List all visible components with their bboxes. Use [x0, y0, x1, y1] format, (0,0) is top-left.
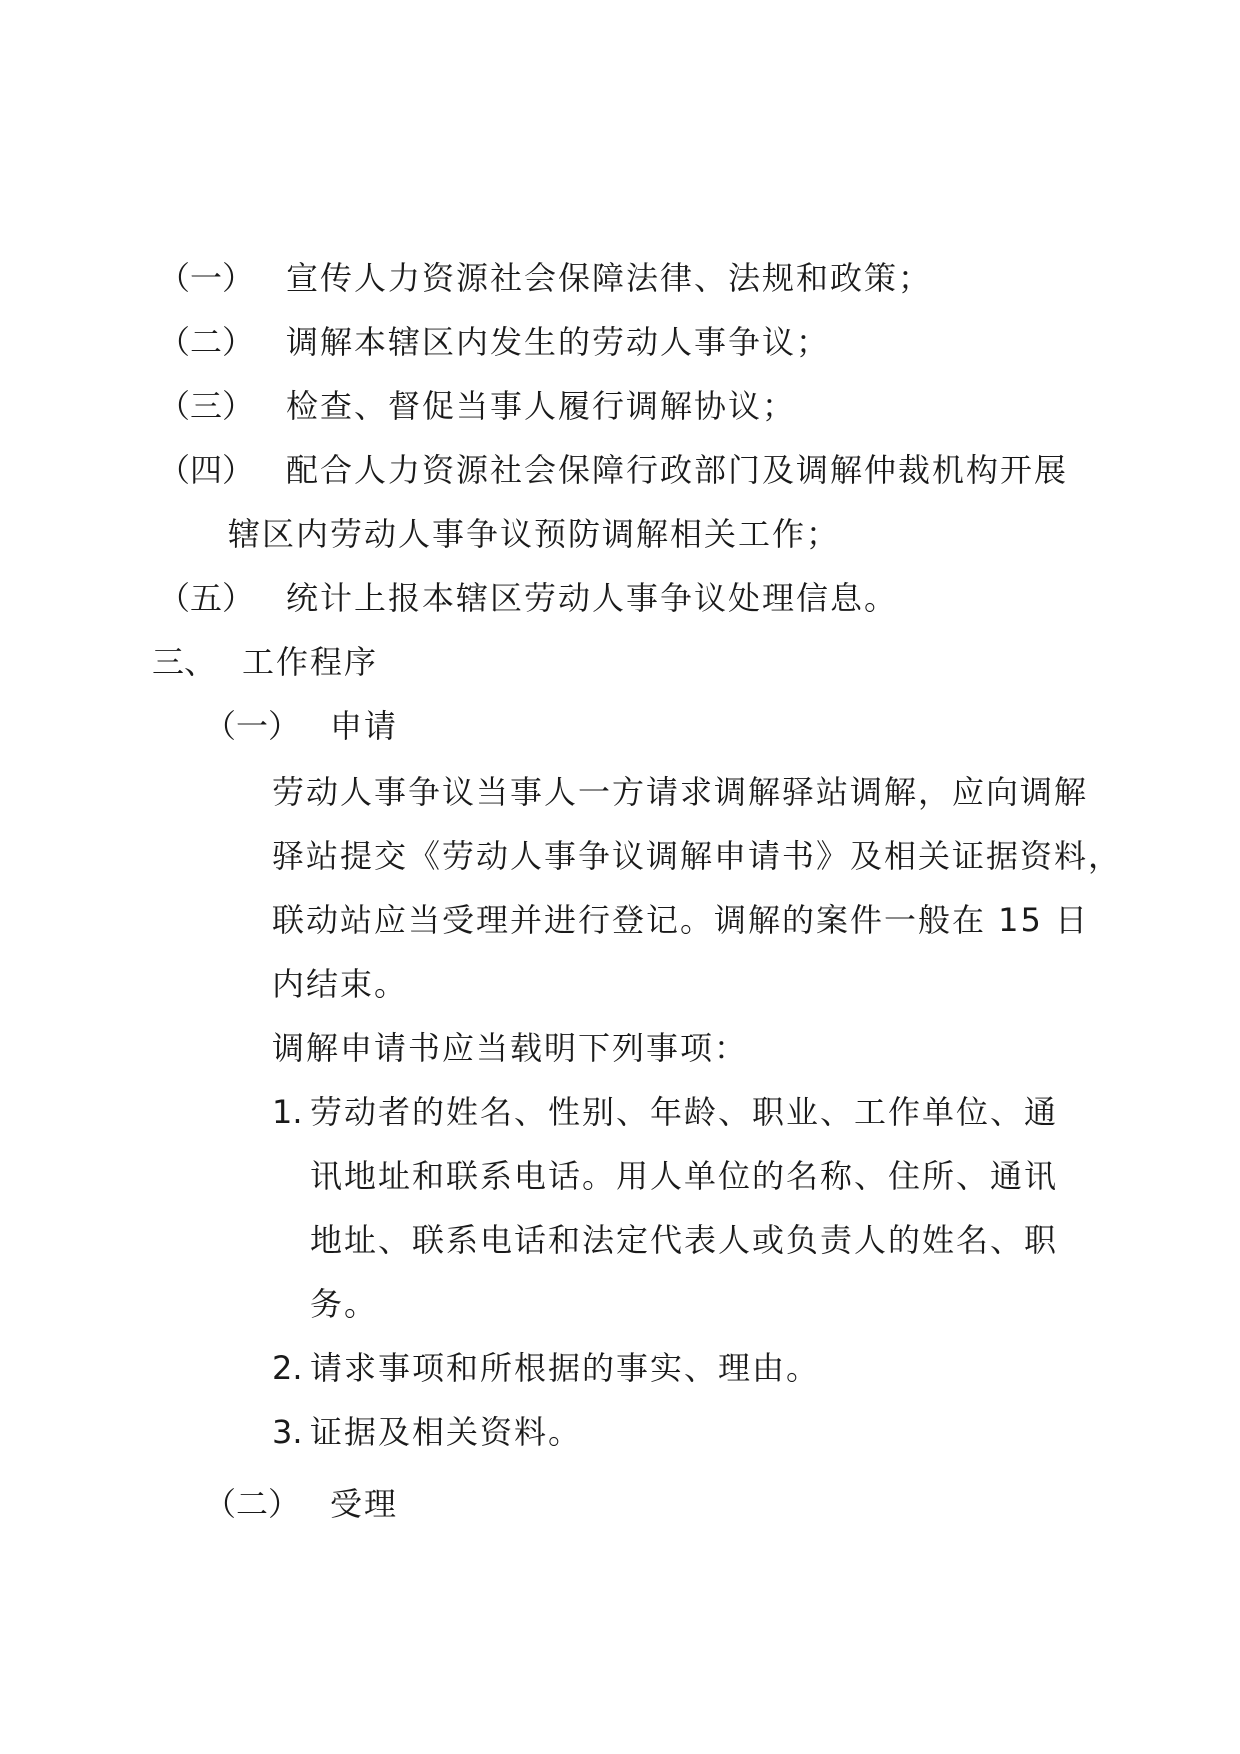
section-3-marker: 三、 — [152, 643, 217, 681]
duty-3-marker: （三） — [158, 387, 255, 425]
item-1-line: 劳动者的姓名、性别、年龄、职业、工作单位、通 — [310, 1093, 1059, 1131]
paragraph-line: 驿站提交《劳动人事争议调解申请书》及相关证据资料， — [272, 837, 1123, 875]
subsection-2-title: 受理 — [330, 1485, 399, 1523]
item-1-line: 务。 — [310, 1285, 379, 1323]
items-intro: 调解申请书应当载明下列事项： — [272, 1029, 749, 1067]
duty-4-continuation: 辖区内劳动人事争议预防调解相关工作； — [228, 515, 841, 553]
subsection-1-marker: （一） — [204, 707, 301, 745]
paragraph-line: 联动站应当受理并进行登记。调解的案件一般在 15 日 — [272, 901, 1090, 939]
section-3-title: 工作程序 — [242, 643, 379, 681]
duty-3-text: 检查、督促当事人履行调解协议； — [286, 387, 797, 425]
item-1-line: 讯地址和联系电话。用人单位的名称、住所、通讯 — [310, 1157, 1059, 1195]
item-1-number: 1. — [272, 1093, 303, 1131]
paragraph-line: 劳动人事争议当事人一方请求调解驿站调解，应向调解 — [272, 773, 1089, 811]
paragraph-line: 内结束。 — [272, 965, 409, 1003]
duty-2-text: 调解本辖区内发生的劳动人事争议； — [286, 323, 831, 361]
duty-2-marker: （二） — [158, 323, 255, 361]
item-3-number: 3. — [272, 1413, 303, 1451]
duty-4-marker: （四） — [158, 451, 255, 489]
duty-5-text: 统计上报本辖区劳动人事争议处理信息。 — [286, 579, 899, 617]
item-1-line: 地址、联系电话和法定代表人或负责人的姓名、职 — [310, 1221, 1059, 1259]
item-2-line: 请求事项和所根据的事实、理由。 — [310, 1349, 821, 1387]
duty-4-text: 配合人力资源社会保障行政部门及调解仲裁机构开展 — [286, 451, 1069, 489]
subsection-1-title: 申请 — [330, 707, 399, 745]
item-3-line: 证据及相关资料。 — [310, 1413, 583, 1451]
subsection-2-marker: （二） — [204, 1485, 301, 1523]
duty-5-marker: （五） — [158, 579, 255, 617]
duty-1-marker: （一） — [158, 259, 255, 297]
item-2-number: 2. — [272, 1349, 303, 1387]
duty-1-text: 宣传人力资源社会保障法律、法规和政策； — [286, 259, 933, 297]
